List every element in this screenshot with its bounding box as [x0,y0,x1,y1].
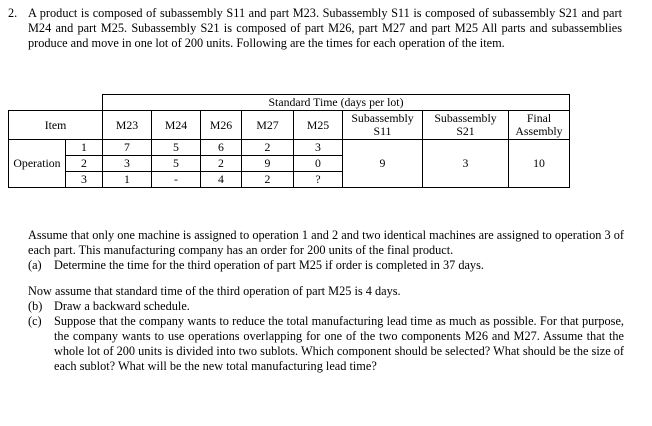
standard-time-table [8,94,570,188]
question-intro-text: A product is composed of subassembly S11 and part M23. Subassembly S11 is composed of subassembly S21 and part M24 and part M25. Subassembly S21 is composed of part M26, part M27 and part M25 All parts and subassemblies produce and move in one lot of 200 units. Following are the times for each operation of the item. [28,6,622,50]
part-c [28,314,624,374]
col-final-line1: Final [526,111,552,125]
question-number: 2. [8,6,18,20]
cell-s21: 3 [423,140,509,188]
question-intro [8,6,622,51]
part-c-label: (c) [28,314,42,328]
cell-m23-op1: 7 [103,140,152,156]
cell-m26-op2: 2 [201,156,242,172]
cell-s11: 9 [343,140,423,188]
op-number: 3 [66,172,103,188]
cell-m24-op2: 5 [152,156,201,172]
cell-m23-op3: 1 [103,172,152,188]
table-header-row [9,111,570,140]
assumption-1: Assume that only one machine is assigned to operation 1 and 2 and two identical machines are assigned to operation 3 of each part. This manufacturing company has an order for 200 units of the final product. [28,228,624,257]
col-s11 [343,111,423,140]
col-m26: M26 [201,111,242,140]
col-s21 [423,111,509,140]
cell-m27-op2: 9 [242,156,294,172]
cell-m23-op2: 3 [103,156,152,172]
cell-m27-op1: 2 [242,140,294,156]
table-title: Standard Time (days per lot) [103,95,570,111]
cell-m27-op3: 2 [242,172,294,188]
col-m23: M23 [103,111,152,140]
col-s21-line2: S21 [456,124,475,138]
cell-m26-op1: 6 [201,140,242,156]
question-body [28,228,624,374]
table-row [9,140,570,156]
part-a-text: Determine the time for the third operation of part M25 if order is completed in 37 days. [54,258,484,272]
op-number: 2 [66,156,103,172]
part-b-text: Draw a backward schedule. [54,299,190,313]
col-m24: M24 [152,111,201,140]
col-m25: M25 [294,111,343,140]
col-s11-line2: S11 [373,124,392,138]
col-m27: M27 [242,111,294,140]
part-c-text: Suppose that the company wants to reduce the total manufacturing lead time as much as possible. For that purpose, the company wants to use operations overlapping for one of the two components M26 and M27. Assume that the whole lot of 200 units is divided into two sublots. Which component should be selected? What should be the size of each sublot? What will be the new total manufacturing lead time? [54,314,624,373]
cell-m25-op1: 3 [294,140,343,156]
operation-label: Operation [9,140,66,188]
cell-m25-op3: ? [294,172,343,188]
col-s21-line1: Subassembly [434,111,497,125]
assumption-2: Now assume that standard time of the third operation of part M25 is 4 days. [28,284,401,298]
op-number: 1 [66,140,103,156]
table-blank-corner [9,95,103,111]
cell-m24-op3: - [152,172,201,188]
cell-final: 10 [509,140,570,188]
part-a-label: (a) [28,258,42,272]
part-b-label: (b) [28,299,43,313]
item-header: Item [9,111,103,140]
col-final [509,111,570,140]
col-final-line2: Assembly [515,124,563,138]
table-title-row [9,95,570,111]
col-s11-line1: Subassembly [351,111,414,125]
cell-m26-op3: 4 [201,172,242,188]
part-b [28,299,624,314]
cell-m25-op2: 0 [294,156,343,172]
part-a [28,258,624,273]
cell-m24-op1: 5 [152,140,201,156]
